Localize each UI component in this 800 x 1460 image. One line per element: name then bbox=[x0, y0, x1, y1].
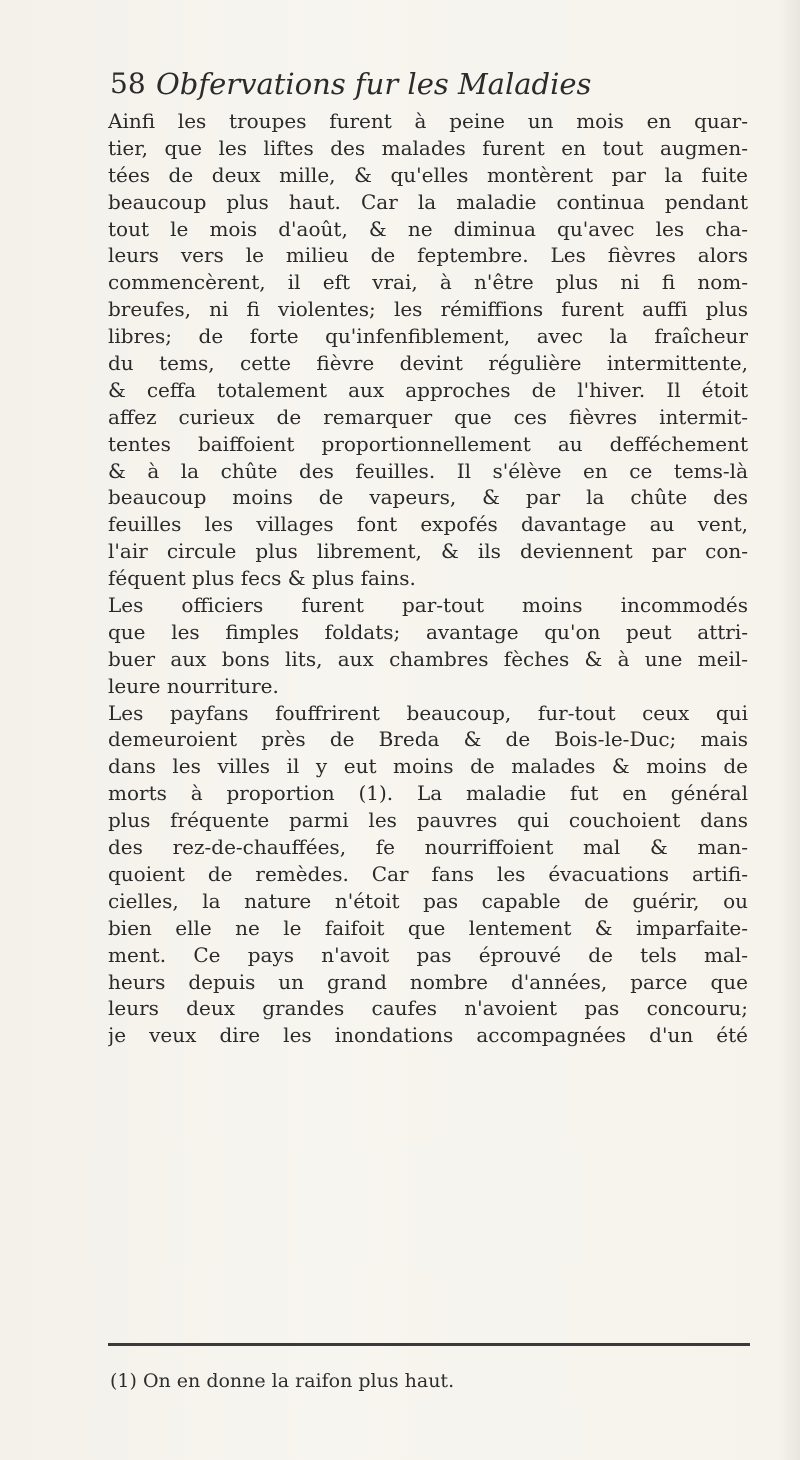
text-line: beaucoup moins de vapeurs, & par la chûte des bbox=[108, 485, 748, 510]
text-line: bien elle ne le faifoit que lentement & imparfaite- bbox=[108, 915, 748, 940]
text-line: affez curieux de remarquer que ces fièvres intermit- bbox=[108, 404, 748, 429]
text-line: dans les villes il y eut moins de malades & moins de bbox=[108, 754, 748, 779]
footnote: (1) On en donne la raifon plus haut. bbox=[110, 1370, 455, 1392]
text-line: breufes, ni fi violentes; les rémiffions furent auffi plus bbox=[108, 297, 748, 322]
text-line: tées de deux mille, & qu'elles montèrent par la fuite bbox=[108, 162, 748, 187]
footnote-rule bbox=[108, 1343, 750, 1346]
text-line: leurs deux grandes caufes n'avoient pas concouru; bbox=[108, 996, 748, 1021]
text-line: tout le mois d'août, & ne diminua qu'avec les cha- bbox=[108, 216, 748, 241]
text-line: Les officiers furent par-tout moins incommodés bbox=[108, 593, 748, 618]
page-header bbox=[110, 66, 710, 106]
page-number: 58 bbox=[110, 67, 146, 100]
text-line: demeuroient près de Breda & de Bois-le-Duc; mais bbox=[108, 727, 748, 752]
text-line: commencèrent, il eft vrai, à n'être plus ni fi nom- bbox=[108, 270, 748, 295]
running-title: Obfervations fur les Maladies bbox=[156, 67, 592, 101]
text-line: plus fréquente parmi les pauvres qui couchoient dans bbox=[108, 808, 748, 833]
text-line: cielles, la nature n'étoit pas capable de guérir, ou bbox=[108, 888, 748, 913]
text-line: je veux dire les inondations accompagnées d'un été bbox=[108, 1023, 748, 1048]
text-line: quoient de remèdes. Car fans les évacuations artifi- bbox=[108, 861, 748, 886]
text-line: ment. Ce pays n'avoit pas éprouvé de tels mal- bbox=[108, 942, 748, 967]
text-line: libres; de forte qu'infenfiblement, avec la fraîcheur bbox=[108, 324, 748, 349]
text-line: feuilles les villages font expofés davantage au vent, bbox=[108, 512, 748, 537]
text-line: Ainfi les troupes furent à peine un mois en quar- bbox=[108, 109, 748, 133]
text-line: tier, que les liftes des malades furent en tout augmen- bbox=[108, 135, 748, 160]
text-line: & à la chûte des feuilles. Il s'élève en ce tems-là bbox=[108, 458, 748, 483]
text-line: & ceffa totalement aux approches de l'hiver. Il étoit bbox=[108, 377, 748, 402]
text-line: morts à proportion (1). La maladie fut en général bbox=[108, 781, 748, 806]
text-line: leurs vers le milieu de feptembre. Les fièvres alors bbox=[108, 243, 748, 268]
text-line: l'air circule plus librement, & ils deviennent par con- bbox=[108, 539, 748, 564]
text-line: tentes baiffoient proportionnellement au defféchement bbox=[108, 431, 748, 456]
text-line: féquent plus fecs & plus fains. bbox=[108, 566, 416, 591]
body-text bbox=[108, 108, 748, 1049]
text-line: beaucoup plus haut. Car la maladie continua pendant bbox=[108, 189, 748, 214]
text-line: leure nourriture. bbox=[108, 673, 279, 698]
text-line: heurs depuis un grand nombre d'années, parce que bbox=[108, 969, 748, 994]
text-line: Les payfans fouffrirent beaucoup, fur-tout ceux qui bbox=[108, 700, 748, 725]
text-line: des rez-de-chauffées, fe nourriffoient mal & man- bbox=[108, 835, 748, 860]
text-line: buer aux bons lits, aux chambres fèches & à une meil- bbox=[108, 646, 748, 671]
text-line: que les fimples foldats; avantage qu'on peut attri- bbox=[108, 619, 748, 644]
page-edge-shadow bbox=[778, 0, 800, 1460]
text-line: du tems, cette fièvre devint régulière intermittente, bbox=[108, 351, 748, 376]
